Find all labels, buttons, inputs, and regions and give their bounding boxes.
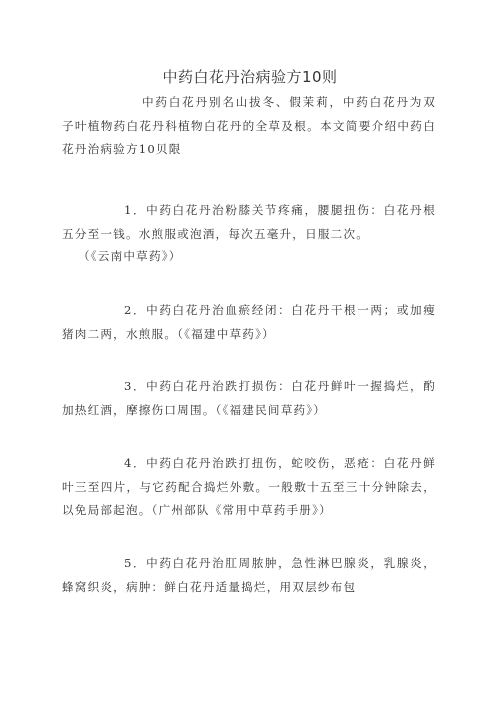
remedy-paragraph-3: 3．中药白花丹治跌打损伤：白花丹鲜叶一握捣烂，酌加热红酒，摩擦伤口周围。（《福建民间草药》） — [62, 379, 436, 417]
remedy-paragraph-1: 1．中药白花丹治粉膝关节疼痛，腰腿扭伤：白花丹根五分至一钱。水煎服或泡酒，每次五毫升，日服二次。 — [62, 203, 436, 241]
intro-paragraph: 中药白花丹别名山拔冬、假茉莉，中药白花丹为双子叶植物药白花丹科植物白花丹的全草及根。本文简要介绍中药白花丹治病验方10贝限 — [62, 95, 436, 156]
remedy-paragraph-2: 2．中药白花丹治血瘀经闭：白花丹干根一两；或加瘦猪肉二两，水煎服。（《福建中草药》） — [62, 303, 436, 341]
remedy-paragraph-4: 4．中药白花丹治跌打扭伤，蛇咬伤，恶疮：白花丹鲜叶三至四片，与它药配合捣烂外敷。一般敷十五至三十分钟除去，以免局部起泡。（广州部队《常用中草药手册》） — [62, 456, 436, 517]
remedy-1-source: （《云南中草药》） — [78, 249, 182, 263]
document-title: 中药白花丹治病验方10则 — [162, 68, 338, 86]
remedy-paragraph-5: 5．中药白花丹治肛周脓肿，急性淋巴腺炎，乳腺炎，蜂窝织炎，病肿：鲜白花丹适量捣烂，用双层纱布包 — [62, 556, 436, 594]
